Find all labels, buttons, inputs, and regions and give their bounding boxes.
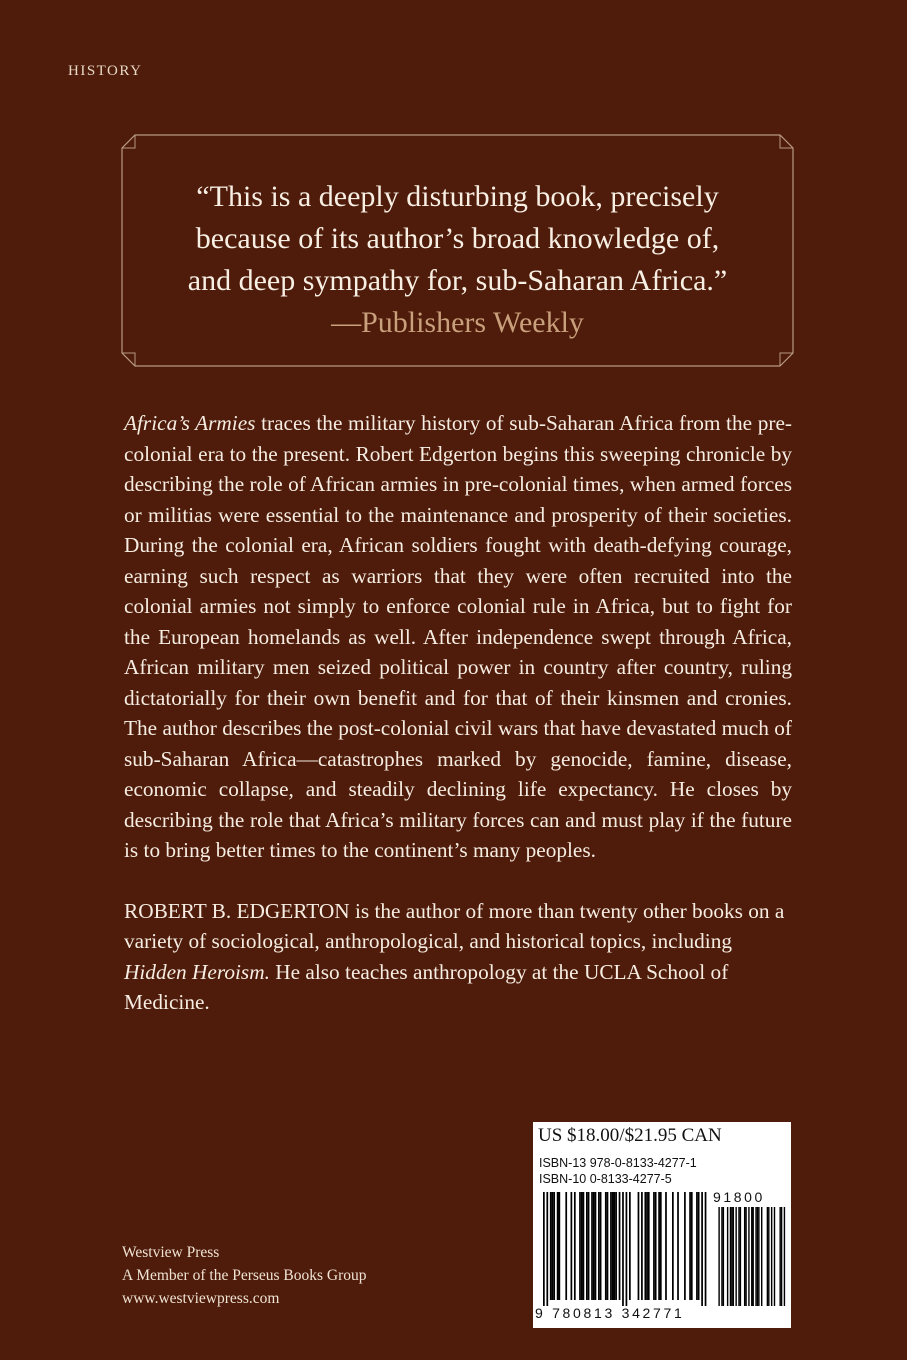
barcode-bar xyxy=(784,1207,785,1306)
barcode-bar xyxy=(644,1192,646,1300)
barcode-bar xyxy=(646,1192,648,1300)
barcode-bar xyxy=(771,1207,772,1306)
publisher-url: www.westviewpress.com xyxy=(122,1290,280,1307)
isbn13-label: ISBN-13 978-0-8133-4277-1 xyxy=(539,1156,697,1170)
barcode-bar xyxy=(731,1207,732,1306)
barcode-bar xyxy=(591,1192,593,1300)
barcode-bar xyxy=(745,1207,746,1306)
barcode-bar xyxy=(774,1207,775,1306)
price-label: US $18.00/$21.95 CAN xyxy=(538,1125,722,1146)
barcode-bar xyxy=(552,1192,554,1300)
blurb-box xyxy=(121,134,794,367)
barcode-bar xyxy=(701,1192,703,1306)
barcode-bar xyxy=(696,1192,698,1300)
barcode-bar xyxy=(653,1192,655,1300)
barcode-bar xyxy=(648,1192,650,1300)
blurb-line: and deep sympathy for, sub-Saharan Africa.” xyxy=(187,264,728,297)
book-title: Africa’s Armies xyxy=(124,411,256,435)
barcode-bar xyxy=(738,1207,739,1306)
barcode-bar xyxy=(550,1192,552,1300)
barcode-bar xyxy=(748,1207,749,1306)
barcode-bar xyxy=(735,1207,736,1306)
barcode-bar xyxy=(733,1207,734,1306)
barcode-ean-digits: 9 780813 342771 xyxy=(535,1305,685,1321)
author-bio-paragraph xyxy=(124,896,792,1018)
barcode-bar xyxy=(557,1192,559,1300)
barcode-bar xyxy=(595,1192,597,1300)
barcode-bar xyxy=(543,1192,545,1306)
barcode-bar xyxy=(755,1207,756,1306)
blurb-line: because of its author’s broad knowledge of, xyxy=(195,222,720,255)
barcode-bar xyxy=(546,1192,548,1306)
barcode-bar xyxy=(629,1192,631,1300)
other-book-title: Hidden Heroism. xyxy=(124,959,270,984)
barcode-bar xyxy=(658,1192,660,1300)
barcode-bar xyxy=(586,1192,588,1300)
barcode-addon-digits: 91800 xyxy=(713,1189,765,1205)
barcode-bar xyxy=(638,1192,640,1300)
barcode-bar xyxy=(571,1192,573,1300)
barcode-bar xyxy=(614,1192,616,1300)
barcode-bar xyxy=(689,1192,691,1300)
publisher-member: A Member of the Perseus Books Group xyxy=(122,1267,367,1284)
barcode-bar xyxy=(684,1192,686,1300)
barcode-bar xyxy=(752,1207,753,1306)
barcode-bar xyxy=(610,1192,612,1300)
barcode-bar xyxy=(698,1192,700,1300)
barcode-bar xyxy=(622,1192,624,1306)
barcode-bar xyxy=(740,1207,741,1306)
barcode-bar xyxy=(615,1192,617,1300)
barcode-bar xyxy=(730,1207,731,1306)
barcode-bar xyxy=(761,1207,762,1306)
blurb-attribution: —Publishers Weekly xyxy=(331,306,584,339)
barcode-bar xyxy=(581,1192,583,1300)
barcode-bar xyxy=(583,1192,585,1300)
barcode-box xyxy=(533,1122,791,1328)
isbn10-label: ISBN-10 0-8133-4277-5 xyxy=(539,1172,672,1186)
author-bio-lead: ROBERT B. EDGERTON is the author of more than twenty other books on a variety of sociological, anthropological, and historical topics, including xyxy=(124,898,785,953)
barcode-bar xyxy=(619,1192,621,1300)
barcode-bar xyxy=(691,1192,693,1300)
barcode-bar xyxy=(757,1207,758,1306)
blurb-line: “This is a deeply disturbing book, precisely xyxy=(196,180,719,213)
barcode-bar xyxy=(574,1192,576,1300)
barcode-bar xyxy=(612,1192,614,1300)
barcode-bar xyxy=(781,1207,782,1306)
barcode-bar xyxy=(672,1192,674,1300)
barcode-bar xyxy=(779,1207,780,1306)
barcode-bar xyxy=(553,1192,555,1300)
barcode-bar xyxy=(626,1192,628,1306)
publisher-name: Westview Press xyxy=(122,1244,220,1261)
barcode-bar xyxy=(665,1192,667,1300)
barcode-bar xyxy=(677,1192,679,1300)
description-paragraph xyxy=(124,408,792,866)
barcode-bar xyxy=(605,1192,607,1300)
barcode-bar xyxy=(598,1192,600,1300)
barcode-bar xyxy=(641,1192,643,1300)
barcode-bar xyxy=(558,1192,560,1300)
barcode-bar xyxy=(767,1207,768,1306)
category-label: HISTORY xyxy=(68,63,143,79)
blurb-quote xyxy=(121,176,794,344)
barcode-bar xyxy=(721,1207,722,1306)
barcode-bar xyxy=(660,1192,662,1300)
barcode-bars xyxy=(533,1122,791,1328)
barcode-bar xyxy=(579,1192,581,1300)
barcode-bar xyxy=(705,1192,707,1306)
barcode-bar xyxy=(718,1207,719,1306)
back-cover-copy xyxy=(124,408,792,1018)
barcode-bar xyxy=(744,1207,745,1306)
barcode-bar xyxy=(751,1207,752,1306)
barcode-bar xyxy=(600,1192,602,1300)
barcode-bar xyxy=(655,1192,657,1300)
barcode-bar xyxy=(588,1192,590,1300)
barcode-bar xyxy=(727,1207,728,1306)
barcode-bar xyxy=(565,1192,567,1300)
barcode-bar xyxy=(758,1207,759,1306)
author-bio-tail: He also teaches anthropology at the UCLA School of Medicine. xyxy=(124,959,729,1014)
barcode-bar xyxy=(593,1192,595,1300)
barcode-bar xyxy=(768,1207,769,1306)
description-text: traces the military history of sub-Saharan Africa from the pre-colonial era to the present. Robert Edgerton begins this sweeping chronicle by describing the role of African armies in pre-colonial times, when armed forces or militias were essential to the maintenance and prosperity of their societies. During the colonial era, African soldiers fought with death-defying courage, earning such respect as warriors that they were often recruited into the colonial armies not simply to enforce colonial rule in Africa, but to fight for the European homelands as well. After independence swept through Africa, African military men seized political power in country after country, ruling dictatorially for their own benefit and for that of their kinsmen and cronies. The author describes the post-colonial civil wars that have devastated much of sub-Saharan Africa—catastrophes marked by genocide, famine, disease, economic collapse, and steadily declining life expectancy. He closes by describing the role that Africa’s military forces can and must play if the future is to bring better times to the continent’s many peoples. xyxy=(124,411,792,862)
publisher-info xyxy=(122,1241,367,1310)
barcode-bar xyxy=(607,1192,609,1300)
barcode-bar xyxy=(723,1207,724,1306)
